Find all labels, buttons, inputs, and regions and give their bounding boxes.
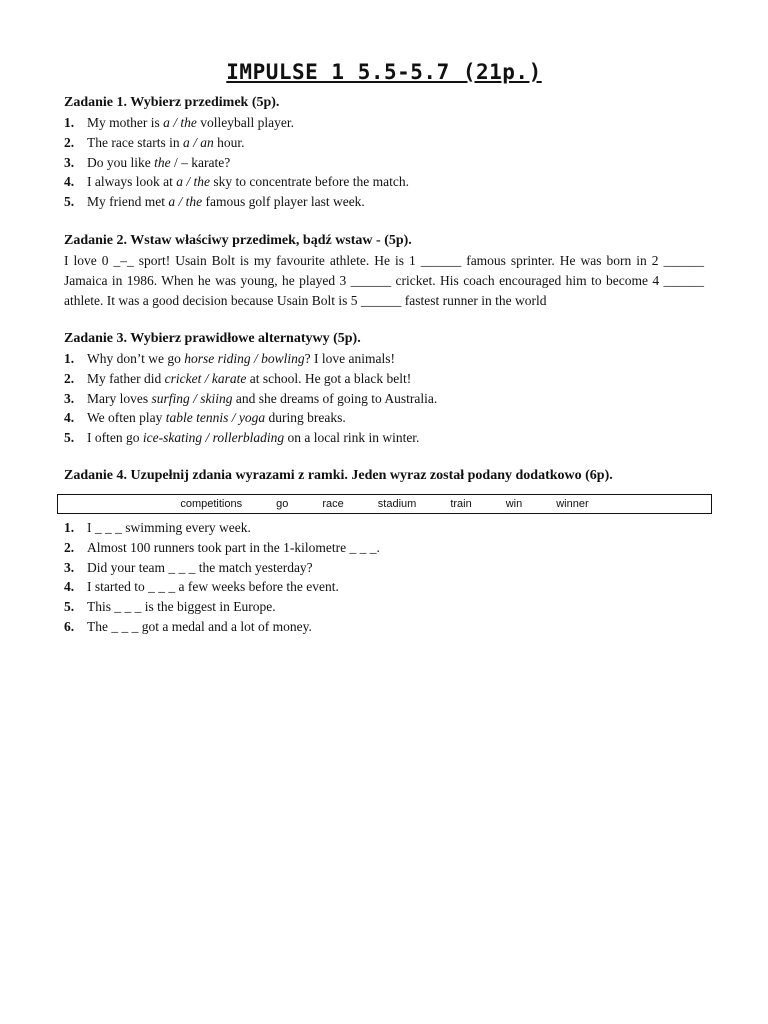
item-number: 3. [64,154,75,170]
item-text: I _ _ _ swimming every week. [87,520,251,535]
list-item [64,172,704,192]
item-text: Did your team _ _ _ the match yesterday? [87,559,313,575]
task-4-items [64,518,704,637]
list-item [64,389,704,409]
task-4 [64,466,704,486]
answer-options: a / an [182,134,214,150]
list-item [64,153,704,173]
list-item [64,133,704,153]
word-box-item: train [450,498,472,510]
answer-options: horse riding / bowling [184,351,305,366]
item-text: This _ _ _ is the biggest in Europe. [87,599,276,615]
item-number: 1. [64,351,75,366]
list-item [64,369,704,389]
word-box-item: race [322,498,344,510]
list-item [64,192,704,212]
item-number: 5. [64,599,75,615]
list-item [64,558,704,578]
answer-options: a / the [176,174,210,190]
task-2 [64,231,704,310]
list-item [64,597,704,617]
word-box-item: go [276,498,289,510]
item-number: 5. [64,194,75,210]
page-title: IMPULSE 1 5.5-5.7 (21p.) [226,60,542,84]
item-number: 1. [64,520,75,535]
item-text: The _ _ _ got a medal and a lot of money. [87,618,312,634]
task-4-heading: Zadanie 4. Uzupełnij zdania wyrazami z ramki. Jeden wyraz został podany dodatkowo (6p). [64,468,613,483]
item-text: I started to _ _ _ a few weeks before the event. [87,579,339,595]
item-text: My father did cricket / karate at school. He got a black belt! [87,370,412,386]
list-item [64,538,704,558]
item-text: Do you like the / – karate? [87,154,231,170]
answer-options: a / the [168,194,203,210]
word-box [57,494,712,514]
word-box-item: win [505,498,523,510]
item-text: The race starts in a / an hour. [87,134,245,150]
item-number: 2. [64,370,75,386]
item-number: 2. [64,539,75,555]
list-item [64,518,704,538]
word-box-item: stadium [377,498,417,510]
item-number: 2. [64,134,75,150]
item-number: 4. [64,174,75,190]
task-3-heading: Zadanie 3. Wybierz prawidłowe alternatywy (5p). [64,331,361,346]
list-item [64,617,704,637]
task-3 [64,329,704,448]
item-number: 3. [64,559,75,575]
item-text: I always look at a / the sky to concentrate before the match. [87,174,410,190]
answer-options: table tennis / yoga [165,410,266,426]
task-1-heading: Zadanie 1. Wybierz przedimek (5p). [64,95,280,110]
item-number: 5. [64,430,75,446]
item-text: I often go ice-skating / rollerblading on a local rink in winter. [87,430,420,446]
item-number: 4. [64,410,75,426]
item-text: Why don’t we go horse riding / bowling? I love animals! [87,351,395,366]
list-item [64,349,704,369]
answer-options: surfing / skiing [151,390,233,406]
answer-options: the [154,154,171,170]
item-number: 4. [64,579,75,595]
task-1 [64,93,704,212]
answer-options: ice-skating / rollerblading [142,430,285,446]
word-box-item: competitions [180,498,243,510]
list-item [64,428,704,448]
answer-options: a / the [163,115,197,130]
answer-options: cricket / karate [164,370,247,386]
item-text: My friend met a / the famous golf player last week. [87,194,365,210]
item-text: My mother is a / the volleyball player. [87,115,294,130]
word-box-item: winner [556,498,589,510]
item-number: 1. [64,115,75,130]
list-item [64,408,704,428]
item-number: 3. [64,390,75,406]
item-text: Mary loves surfing / skiing and she dreams of going to Australia. [87,390,438,406]
item-text: We often play table tennis / yoga during breaks. [87,410,346,426]
task-2-paragraph: I love 0 _–_ sport! Usain Bolt is my favourite athlete. He is 1 ______ famous sprinter. He was born in 2 ______ Jamaica in 1986. When he was young, he played 3 ______ cricket. His coach encouraged him to become 4 ______ athlete. It was a good decision because Usain Bolt is 5 ______ fastest runner in the world [64,253,704,308]
list-item [64,113,704,133]
list-item [64,577,704,597]
item-text: Almost 100 runners took part in the 1-kilometre _ _ _. [87,539,380,555]
task-2-heading: Zadanie 2. Wstaw właściwy przedimek, bądź wstaw - (5p). [64,233,412,248]
item-number: 6. [64,618,75,634]
